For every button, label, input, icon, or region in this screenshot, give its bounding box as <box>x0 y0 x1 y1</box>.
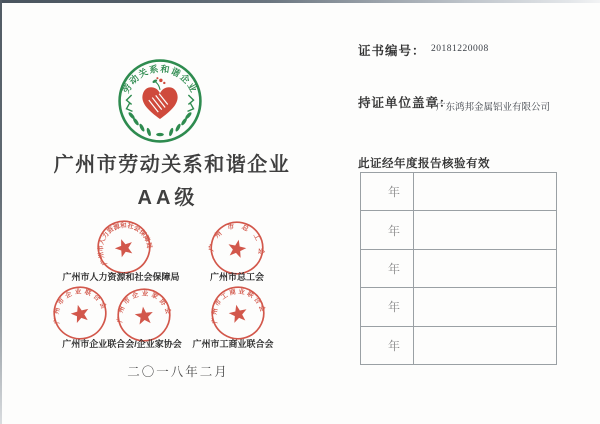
year-cell: 年 <box>361 250 414 287</box>
blank-cell <box>414 250 556 287</box>
table-row <box>361 210 556 248</box>
svg-text:广州市企业家协会: 广州市企业家协会 <box>116 290 173 323</box>
issue-date: 二〇一八年二月 <box>127 365 229 379</box>
harmonious-enterprise-logo <box>116 58 204 144</box>
year-cell: 年 <box>361 173 414 210</box>
star-icon <box>227 303 248 324</box>
svg-text:广州市企业联合会: 广州市企业联合会 <box>53 288 108 325</box>
year-cell: 年 <box>361 288 414 325</box>
seal-label-hr-bureau: 广州市人力资源和社会保障局 <box>62 272 180 282</box>
logo-arc-text: 劳动关系和谐企业 <box>120 63 200 95</box>
scan-edge-left <box>0 0 2 424</box>
holder-label: 持证单位盖章： <box>358 96 453 110</box>
svg-text:广州市工商业联合会: 广州市工商业联合会 <box>210 288 267 325</box>
seal-label-industry-commerce: 广州市工商业联合会 <box>192 339 274 349</box>
cert-number-label: 证书编号： <box>358 44 426 58</box>
table-row <box>361 173 556 210</box>
verification-title: 此证经年度报告核验有效 <box>358 158 490 170</box>
table-row <box>361 287 556 325</box>
year-cell: 年 <box>361 327 414 364</box>
certificate-title: 广州市劳动关系和谐企业 <box>53 154 291 176</box>
certificate-grade: AA级 <box>137 187 199 209</box>
blank-cell <box>414 211 556 248</box>
svg-text:广州市人力资源和社会保障局: 广州市人力资源和社会保障局 <box>97 222 153 267</box>
star-icon <box>134 306 154 325</box>
star-icon <box>69 303 91 324</box>
star-icon <box>113 236 136 258</box>
scan-edge-top <box>0 0 600 3</box>
seal-label-trade-union: 广州市总工会 <box>209 272 264 282</box>
year-cell: 年 <box>361 211 414 248</box>
blank-cell <box>414 327 556 364</box>
seal-label-enterprise-federation: 广州市企业联合会/企业家协会 <box>62 339 182 349</box>
cert-number-value: 20181220008 <box>431 44 489 54</box>
table-row <box>361 326 556 364</box>
table-row <box>361 249 556 287</box>
annual-verification-table <box>360 172 557 365</box>
holder-company-name: 广东鸿邦金属铝业有限公司 <box>436 103 551 113</box>
blank-cell <box>414 173 556 210</box>
star-icon <box>226 238 247 259</box>
svg-text:广州市总工会: 广州市总工会 <box>208 223 265 262</box>
blank-cell <box>414 288 556 325</box>
heart-hands-icon <box>142 87 177 119</box>
